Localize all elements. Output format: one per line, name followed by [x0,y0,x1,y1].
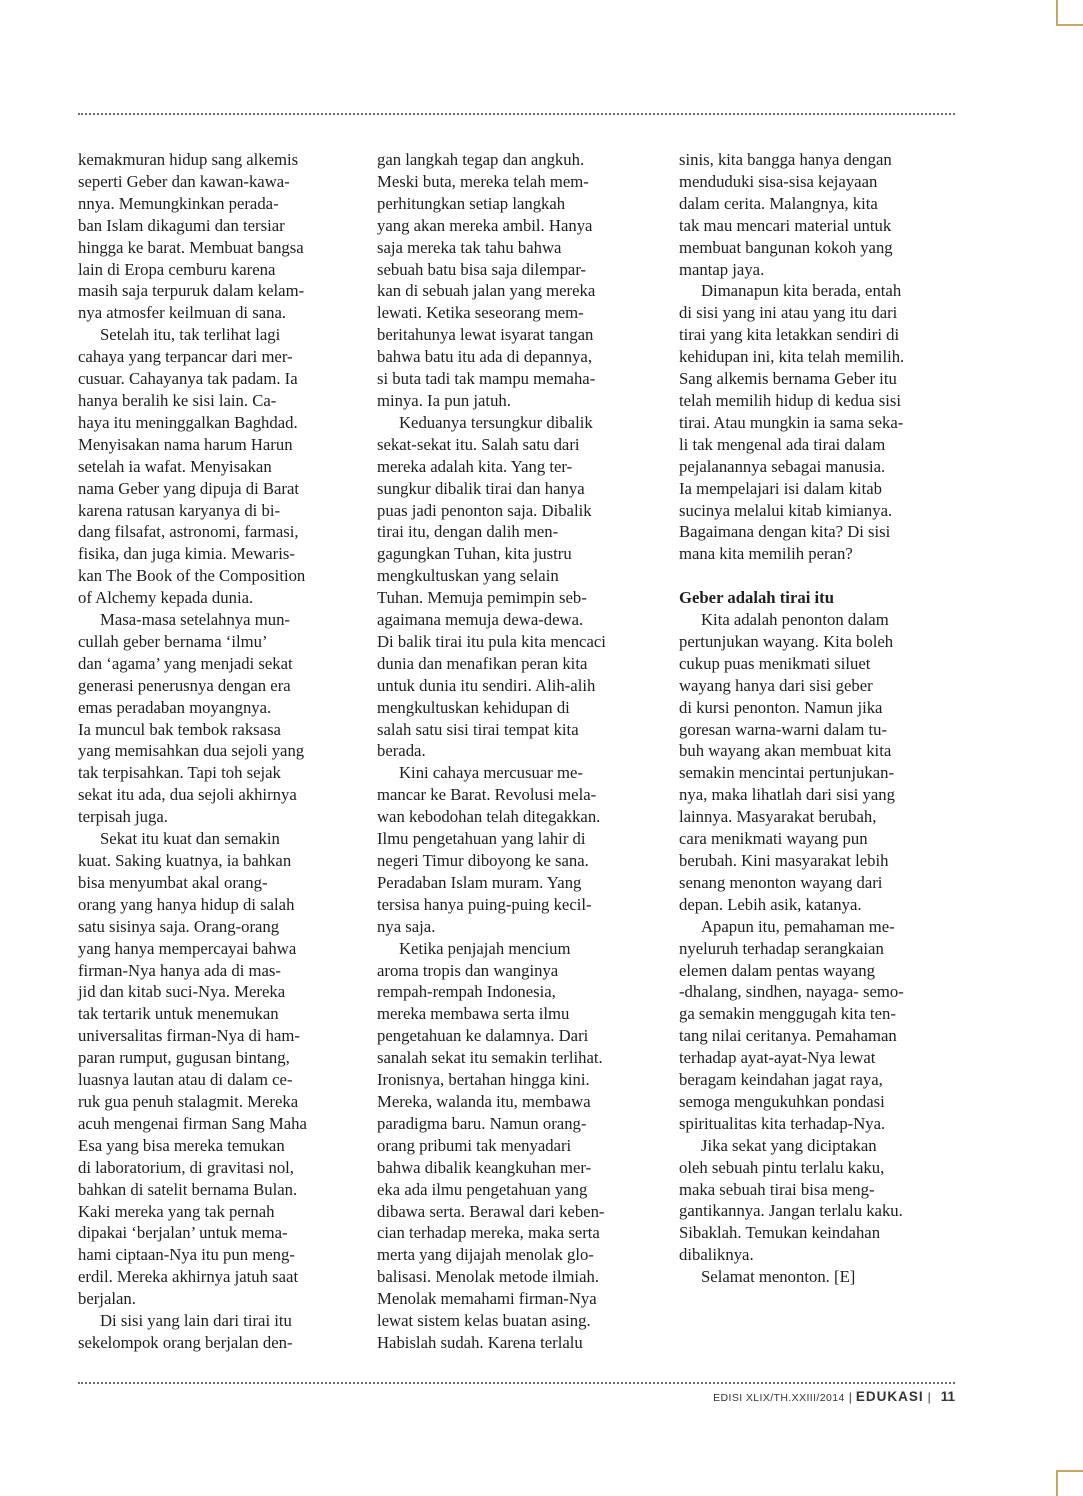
text-line: Menyisakan nama harum Harun [78,434,293,454]
text-line: Jika sekat yang diciptakan [701,1135,877,1155]
text-line: bahkan di satelit bernama Bulan. [78,1179,298,1199]
text-line: seperti Geber dan kawan-kawa- [78,171,290,191]
text-line: sucinya melalui kitab kimianya. [679,500,893,520]
text-line: dibawa serta. Berawal dari keben- [377,1201,605,1221]
text-line: Habislah sudah. Karena terlalu [377,1332,583,1352]
text-line: cukup puas menikmati siluet [679,653,871,673]
text-line: perhitungkan setiap langkah [377,193,566,213]
text-line: yang akan mereka ambil. Hanya [377,215,593,235]
text-line: Di balik tirai itu pula kita mencaci [377,631,606,651]
bottom-dotted-rule [78,1382,955,1384]
text-line: sanalah sekat itu semakin terlihat. [377,1048,603,1068]
text-line: erdil. Mereka akhirnya jatuh saat [78,1267,299,1287]
text-line: dipakai ‘berjalan’ untuk mema- [78,1223,288,1243]
text-line: nya saja. [377,916,436,936]
footer-separator: | [848,1390,852,1404]
text-line: mengkultuskan kehidupan di [377,697,570,717]
text-line: salah satu sisi tirai tempat kita [377,719,579,739]
text-line: paran rumput, gugusan bintang, [78,1048,290,1068]
text-line: satu sisinya saja. Orang-orang [78,916,280,936]
text-line: dibaliknya. [679,1245,754,1265]
text-line: merta yang dijajah menolak glo- [377,1245,594,1265]
text-line: maka sebuah tirai bisa meng- [679,1179,875,1199]
text-line: di laboratorium, di gravitasi nol, [78,1157,294,1177]
text-line: sekelompok orang berjalan den- [78,1332,293,1352]
text-line: mereka adalah kita. Yang ter- [377,456,573,476]
article-column-2 [377,149,657,1354]
text-line: paradigma baru. Namun orang- [377,1113,587,1133]
text-line: Selamat menonton. [E] [701,1267,856,1287]
text-line: Ia muncul bak tembok raksasa [78,719,281,739]
text-line: Bagaimana dengan kita? Di sisi [679,522,891,542]
text-line: masih saja terpuruk dalam kelam- [78,281,305,301]
text-line: Kini cahaya mercusuar me- [399,763,583,783]
text-line: Setelah itu, tak terlihat lagi [100,325,281,345]
text-line: berubah. Kini masyarakat lebih [679,850,889,870]
text-line: ruk gua penuh stalagmit. Mereka [78,1091,299,1111]
text-line: karena ratusan karyanya di bi- [78,500,281,520]
text-line: mana kita memilih peran? [679,544,853,564]
text-line: depan. Lebih asik, katanya. [679,894,862,914]
text-line: sekat-sekat itu. Salah satu dari [377,434,580,454]
text-line: gagungkan Tuhan, kita justru [377,544,572,564]
text-line: tirai. Atau mungkin ia sama seka- [679,412,904,432]
text-line: sebuah batu bisa saja dilempar- [377,259,587,279]
text-line: -dhalang, sindhen, nayaga- semo- [679,982,904,1002]
text-line: si buta tadi tak mampu memaha- [377,369,596,389]
text-line: luasnya lautan atau di dalam ce- [78,1070,293,1090]
text-line: beragam keindahan jagat raya, [679,1070,883,1090]
text-line: ban Islam dikagumi dan tersiar [78,215,285,235]
text-line: gantikannya. Jangan terlalu kaku. [679,1201,903,1221]
text-line: Ketika penjajah mencium [399,938,571,958]
footer-separator: | [927,1390,931,1404]
text-line: fisika, dan juga kimia. Mewaris- [78,544,295,564]
text-line: gan langkah tegap dan angkuh. [377,150,585,169]
text-line: yang memisahkan dua sejoli yang [78,741,305,761]
text-line: pertunjukan wayang. Kita boleh [679,631,894,651]
text-line: dunia dan menafikan peran kita [377,653,588,673]
text-line: spiritualitas kita terhadap-Nya. [679,1113,886,1133]
text-line: dang filsafat, astronomi, farmasi, [78,522,299,542]
text-line: Sekat itu kuat dan semakin [100,829,280,849]
text-line: tak tertarik untuk menemukan [78,1004,279,1024]
text-line: Peradaban Islam muram. Yang [377,872,582,892]
text-line: semakin mencintai pertunjukan- [679,763,895,783]
text-line: Kita adalah penonton dalam [701,610,889,630]
text-line: senang menonton wayang dari [679,872,883,892]
text-line: Sibaklah. Temukan keindahan [679,1223,881,1243]
text-line: Apapun itu, pemahaman me- [701,916,895,936]
text-line: bahwa dibalik keangkuhan mer- [377,1157,592,1177]
text-line: jid dan kitab suci-Nya. Mereka [78,982,286,1002]
text-line: universalitas firman-Nya di ham- [78,1026,300,1046]
text-line: balisasi. Menolak metode ilmiah. [377,1267,599,1287]
text-line: wan kebodohan telah ditegakkan. [377,807,601,827]
text-line: pejalanannya sebagai manusia. [679,456,886,476]
text-line: elemen dalam pentas wayang [679,960,875,980]
text-line: yang hanya mempercayai bahwa [78,938,297,958]
text-line: tak terpisahkan. Tapi toh sejak [78,763,281,783]
article-column-1 [78,149,358,1354]
text-line: generasi penerusnya dengan era [78,675,291,695]
text-line: terhadap ayat-ayat-Nya lewat [679,1048,876,1068]
text-line: nnya. Memungkinkan perada- [78,193,279,213]
text-line: mereka membawa serta ilmu [377,1004,570,1024]
text-line: goresan warna-warni dalam tu- [679,719,888,739]
text-line: aroma tropis dan wanginya [377,960,559,980]
text-line: tersisa hanya puing-puing kecil- [377,894,592,914]
text-line: ga semakin menggugah kita ten- [679,1004,896,1024]
text-line: oleh sebuah pintu terlalu kaku, [679,1157,885,1177]
text-line: terpisah juga. [78,807,168,827]
text-line: Ilmu pengetahuan yang lahir di [377,829,586,849]
text-line: di kursi penonton. Namun jika [679,697,883,717]
text-line: li tak mengenal ada tirai dalam [679,434,886,454]
text-line: haya itu meninggalkan Baghdad. [78,412,298,432]
text-line: Tuhan. Memuja pemimpin seb- [377,588,587,608]
edition-label: EDISI XLIX/TH.XXIII/2014 [713,1392,845,1404]
text-line: menduduki sisa-sisa kejayaan [679,171,878,191]
text-line: sinis, kita bangga hanya dengan [679,150,892,169]
text-line: berada. [377,741,426,761]
text-line: pengetahuan ke dalamnya. Dari [377,1026,589,1046]
text-line: hanya beralih ke sisi lain. Ca- [78,390,277,410]
text-line: minya. Ia pun jatuh. [377,390,511,410]
page-number: 11 [940,1389,955,1404]
text-line: kan di sebuah jalan yang mereka [377,281,596,301]
text-line: kan The Book of the Composition [78,566,306,586]
text-line: Meski buta, mereka telah mem- [377,171,589,191]
text-line: mancar ke Barat. Revolusi mela- [377,785,597,805]
text-line: Di sisi yang lain dari tirai itu [100,1311,292,1331]
text-line: cian terhadap mereka, maka serta [377,1223,600,1243]
text-line: untuk dunia itu sendiri. Alih-alih [377,675,596,695]
text-line: Sang alkemis bernama Geber itu [679,369,897,389]
text-line: dalam cerita. Malangnya, kita [679,193,878,213]
text-line: setelah ia wafat. Menyisakan [78,456,272,476]
text-line: hingga ke barat. Membuat bangsa [78,237,304,257]
text-line: buh wayang akan membuat kita [679,741,892,761]
text-line: eka ada ilmu pengetahuan yang [377,1179,588,1199]
text-line: beritahunya lewat isyarat tangan [377,325,594,345]
text-line: tirai itu, dengan dalih men- [377,522,559,542]
text-line: rempah-rempah Indonesia, [377,982,556,1002]
text-line: Mereka, walanda itu, membawa [377,1091,591,1111]
text-line: kemakmuran hidup sang alkemis [78,150,299,169]
text-line: mengkultuskan yang selain [377,566,559,586]
text-line: nya, maka lihatlah dari sisi yang [679,785,895,805]
text-line: membuat bangunan kokoh yang [679,237,893,257]
text-line: emas peradaban moyangnya. [78,697,272,717]
text-line: Dimanapun kita berada, entah [701,281,902,301]
text-line: mantap jaya. [679,259,765,279]
text-line: lainnya. Masyarakat berubah, [679,807,877,827]
magazine-name: EDUKASI [855,1389,924,1404]
crop-mark-bottom-right [1056,1470,1083,1496]
text-line: Ironisnya, bertahan hingga kini. [377,1070,590,1090]
crop-mark-top-right [1056,0,1083,26]
blank-line [679,565,955,587]
text-line: tang nilai ceritanya. Pemahaman [679,1026,897,1046]
text-line: berjalan. [78,1289,136,1309]
text-line: acuh mengenai firman Sang Maha [78,1113,307,1133]
text-line: Esa yang bisa mereka temukan [78,1135,285,1155]
section-heading: Geber adalah tirai itu [679,588,834,608]
top-dotted-rule [78,113,955,115]
text-line: telah memilih hidup di kedua sisi [679,390,902,410]
text-line: tak mau mencari material untuk [679,215,892,235]
page-footer [0,1388,955,1406]
text-line: wayang hanya dari sisi geber [679,675,873,695]
text-line: cara menikmati wayang pun [679,829,868,849]
text-line: sungkur dibalik tirai dan hanya [377,478,585,498]
text-line: Ia mempelajari isi dalam kitab [679,478,882,498]
text-line: nya atmosfer keilmuan di sana. [78,303,287,323]
text-line: tirai yang kita letakkan sendiri di [679,325,900,345]
text-line: Keduanya tersungkur dibalik [399,412,593,432]
text-line: orang pribumi tak menyadari [377,1135,572,1155]
text-line: nyeluruh terhadap serangkaian [679,938,884,958]
text-line: saja mereka tak tahu bahwa [377,237,562,257]
article-column-3 [679,149,955,1288]
text-line: kehidupan ini, kita telah memilih. [679,347,905,367]
text-line: of Alchemy kepada dunia. [78,588,254,608]
text-line: lewati. Ketika seseorang mem- [377,303,584,323]
text-line: sekat itu ada, dua sejoli akhirnya [78,785,297,805]
text-line: cullah geber bernama ‘ilmu’ [78,631,268,651]
text-line: bahwa batu itu ada di depannya, [377,347,593,367]
text-line: puas jadi penonton saja. Dibalik [377,500,592,520]
text-line: nama Geber yang dipuja di Barat [78,478,300,498]
text-line: Menolak memahami firman-Nya [377,1289,597,1309]
text-line: semoga mengukuhkan pondasi [679,1091,885,1111]
text-line: orang yang hanya hidup di salah [78,894,295,914]
text-line: cusuar. Cahayanya tak padam. Ia [78,369,298,389]
text-line: di sisi yang ini atau yang itu dari [679,303,898,323]
text-line: Kaki mereka yang tak pernah [78,1201,275,1221]
text-line: negeri Timur diboyong ke sana. [377,851,589,870]
text-line: lain di Eropa cemburu karena [78,259,276,279]
text-line: kuat. Saking kuatnya, ia bahkan [78,851,292,870]
text-line: agaimana memuja dewa-dewa. [377,610,584,630]
text-line: Masa-masa setelahnya mun- [100,610,290,630]
text-line: dan ‘agama’ yang menjadi sekat [78,653,293,673]
text-line: hami ciptaan-Nya itu pun meng- [78,1245,295,1265]
text-line: lewat sistem kelas buatan asing. [377,1311,591,1331]
text-line: firman-Nya hanya ada di mas- [78,960,281,980]
text-line: cahaya yang terpancar dari mer- [78,347,293,367]
text-line: bisa menyumbat akal orang- [78,872,268,892]
